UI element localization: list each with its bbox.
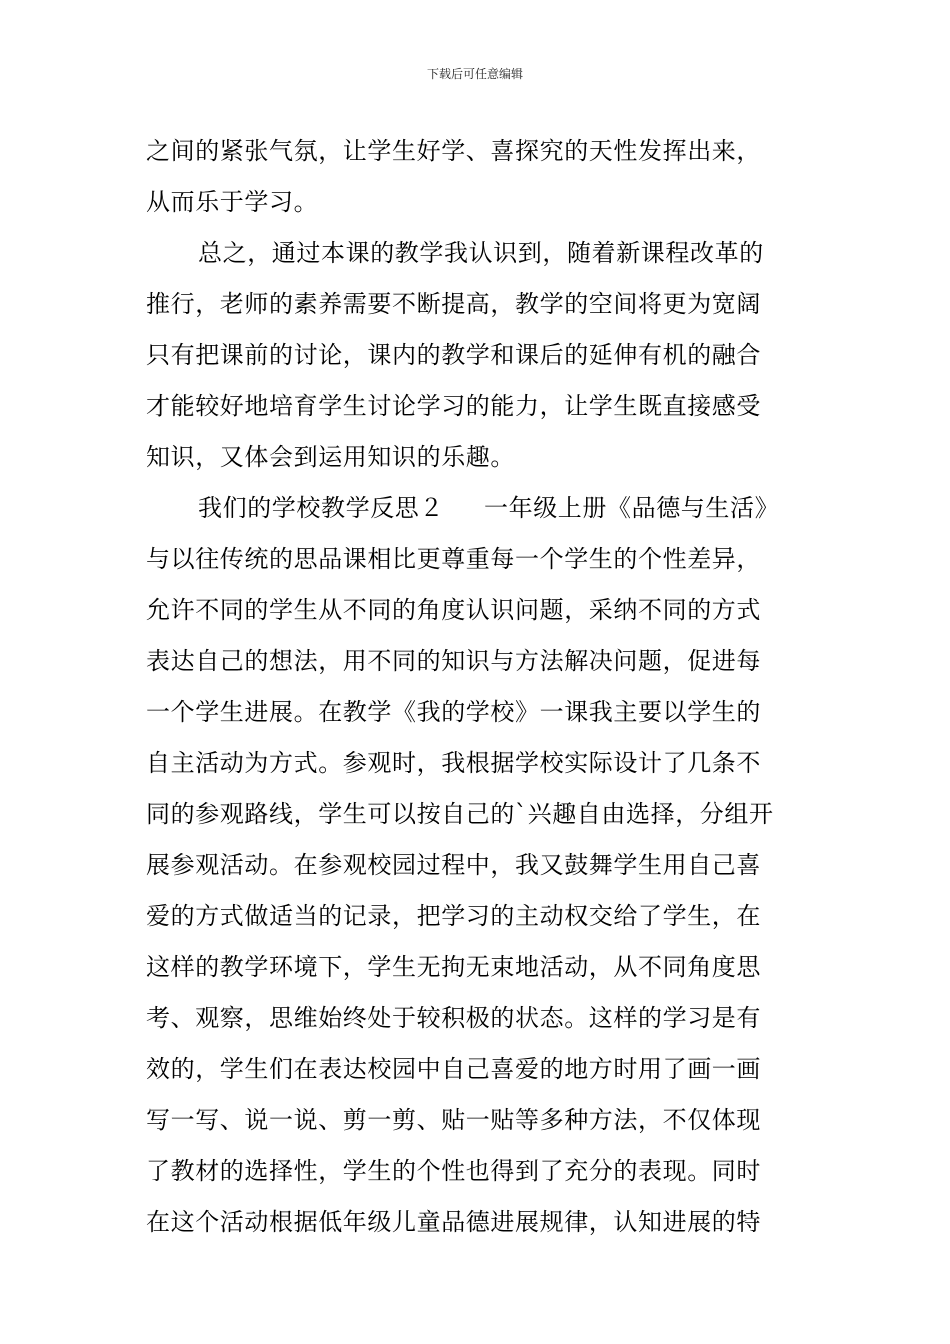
text-line: 考、观察，思维始终处于较积极的状态。这样的学习是有: [146, 1004, 761, 1032]
text-line: 自主活动为方式。参观时，我根据学校实际设计了几条不: [146, 749, 761, 777]
text-line: 同的参观路线，学生可以按自己的`兴趣自由选择，分组开: [146, 800, 774, 828]
paragraph-start-line: 总之，通过本课的教学我认识到，随着新课程改革的: [198, 239, 764, 267]
text-line: 了教材的选择性，学生的个性也得到了充分的表现。同时: [146, 1157, 761, 1185]
text-line: 写一写、说一说、剪一剪、贴一贴等多种方法，不仅体现: [146, 1106, 761, 1134]
section-first-line: 一年级上册《品德与生活》: [484, 494, 780, 522]
section-title: 我们的学校教学反思２: [198, 494, 444, 522]
text-line: 在这个活动根据低年级儿童品德进展规律，认知进展的特: [146, 1208, 761, 1236]
text-line: 之间的紧张气氛，让学生好学、喜探究的天性发挥出来，: [146, 137, 761, 165]
text-line: 展参观活动。在参观校园过程中，我又鼓舞学生用自己喜: [146, 851, 761, 879]
text-line: 爱的方式做适当的记录，把学习的主动权交给了学生，在: [146, 902, 761, 930]
text-line: 从而乐于学习。: [146, 188, 319, 216]
page-header: 下载后可任意编辑: [426, 67, 523, 81]
text-line: 效的，学生们在表达校园中自己喜爱的地方时用了画一画: [146, 1055, 761, 1083]
text-line: 与以往传统的思品课相比更尊重每一个学生的个性差异，: [146, 545, 761, 573]
text-line: 表达自己的想法，用不同的知识与方法解决问题，促进每: [146, 647, 761, 675]
text-line: 才能较好地培育学生讨论学习的能力，让学生既直接感受: [146, 392, 761, 420]
text-line: 只有把课前的讨论，课内的教学和课后的延伸有机的融合: [146, 341, 761, 369]
section-heading-line: [146, 483, 806, 534]
text-line: 知识，又体会到运用知识的乐趣。: [146, 443, 515, 471]
body-text: [146, 126, 806, 1248]
text-line: 一个学生进展。在教学《我的学校》一课我主要以学生的: [146, 698, 761, 726]
text-line: 允许不同的学生从不同的角度认识问题，采纳不同的方式: [146, 596, 761, 624]
text-line: 这样的教学环境下，学生无拘无束地活动，从不同角度思: [146, 953, 761, 981]
text-line: 推行，老师的素养需要不断提高，教学的空间将更为宽阔: [146, 290, 761, 318]
